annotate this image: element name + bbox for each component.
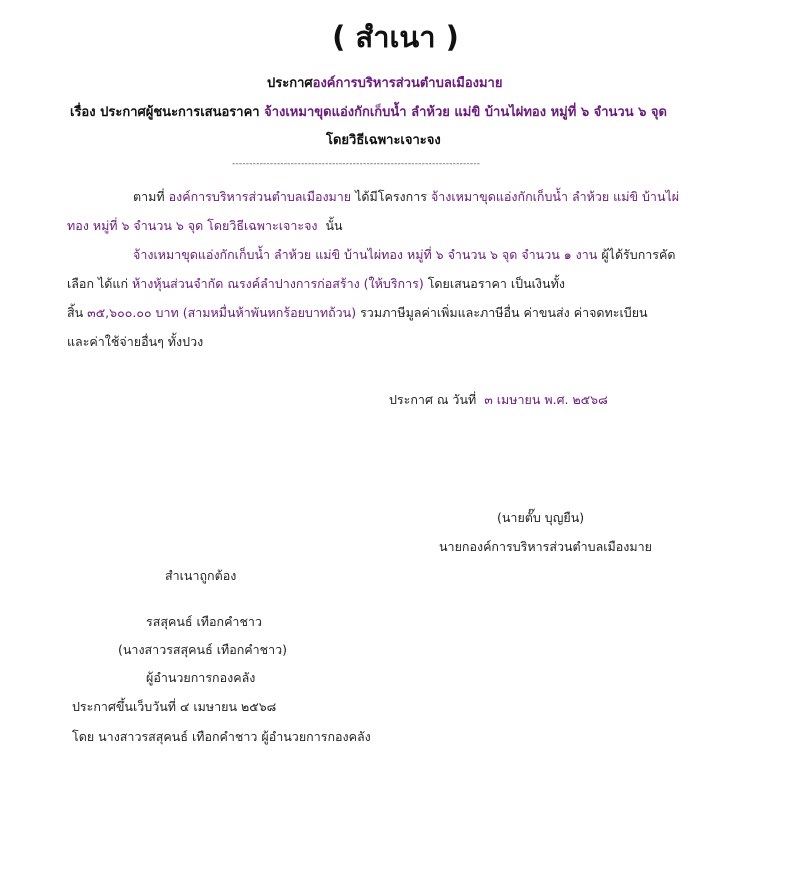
announce-date-label: ประกาศ ณ วันที่	[389, 392, 477, 407]
para1-project: จ้างเหมาขุดแอ่งกักเก็บน้ำ ลำห้วย แม่ขิ บ้านไผ่	[430, 189, 680, 204]
certified-position: ผู้อำนวยการกองคลัง	[146, 670, 256, 685]
subject-method: โดยวิธีเฉพาะเจาะจง	[326, 133, 441, 148]
para2-line3-b: รวมภาษีมูลค่าเพิ่มและภาษีอื่น ค่าขนส่ง ค่าจดทะเบียน	[360, 305, 648, 320]
certified-full-name: (นางสาวรสสุคนธ์ เทือกคำชาว)	[118, 642, 288, 657]
announcement-org: องค์การบริหารส่วนตำบลเมืองมาย	[312, 76, 503, 91]
announcement-heading	[267, 72, 502, 93]
paragraph-2-line-1	[133, 245, 676, 265]
paragraph-2-line-4: และค่าใช้จ่ายอื่นๆ ทั้งปวง	[67, 334, 204, 349]
para1-mid: ได้มีโครงการ	[355, 189, 427, 204]
para1-org: องค์การบริหารส่วนตำบลเมืองมาย	[168, 189, 352, 204]
document-title: ( สำเนา )	[332, 20, 459, 54]
posted-date: ประกาศขึ้นเว็บวันที่ ๔ เมษายน ๒๕๖๘	[72, 699, 277, 714]
para1-end: นั้น	[325, 218, 343, 233]
posted-by: โดย นางสาวรสสุคนธ์ เทือกคำชาว ผู้อำนวยการกองคลัง	[72, 729, 371, 744]
paragraph-2-line-3	[67, 303, 648, 323]
certified-signature: รสสุคนธ์ เทือกคำชาว	[146, 614, 262, 629]
para2-vendor: ห้างหุ้นส่วนจำกัด ณรงค์ลำปางการก่อสร้าง (ให้บริการ)	[132, 276, 424, 291]
signer-position: นายกองค์การบริหารส่วนตำบลเมืองมาย	[439, 539, 652, 554]
divider-line: ------------------------------------------------------------------------	[232, 159, 481, 169]
para2-project: จ้างเหมาขุดแอ่งกักเก็บน้ำ ลำห้วย แม่ขิ บ้านไผ่ทอง หมู่ที่ ๖ จำนวน ๖ จุด จำนวน ๑ งาน	[133, 247, 598, 262]
paragraph-2-line-2	[67, 274, 565, 294]
paragraph-1-line-1	[133, 187, 679, 207]
announce-date-value: ๓ เมษายน พ.ศ. ๒๕๖๘	[484, 392, 608, 407]
para2-selected: ผู้ได้รับการคัด	[601, 247, 676, 262]
para2-amount: ๓๕,๖๐๐.๐๐ บาท (สามหมื่นห้าพันหกร้อยบาทถ้วน)	[87, 305, 357, 320]
subject-project: จ้างเหมาขุดแอ่งกักเก็บน้ำ ลำห้วย แม่ขิ บ้านไผ่ทอง หมู่ที่ ๖ จำนวน ๖ จุด	[264, 105, 667, 120]
para1-intro: ตามที่	[133, 189, 165, 204]
para1-project-cont: ทอง หมู่ที่ ๖ จำนวน ๖ จุด โดยวิธีเฉพาะเจาะจง	[67, 218, 318, 233]
para2-line2-b: โดยเสนอราคา เป็นเงินทั้ง	[427, 276, 565, 291]
signer-name: (นายตั๊บ บุญยืน)	[497, 510, 585, 525]
announce-date	[389, 390, 608, 410]
announcement-prefix: ประกาศ	[267, 76, 313, 91]
paragraph-1-line-2	[67, 216, 343, 236]
certified-label: สำเนาถูกต้อง	[165, 568, 237, 583]
para2-line2-a: เลือก ได้แก่	[67, 276, 129, 291]
subject-label: เรื่อง ประกาศผู้ชนะการเสนอราคา	[70, 105, 260, 120]
subject-line	[70, 101, 667, 122]
para2-line3-a: สิ้น	[67, 305, 84, 320]
